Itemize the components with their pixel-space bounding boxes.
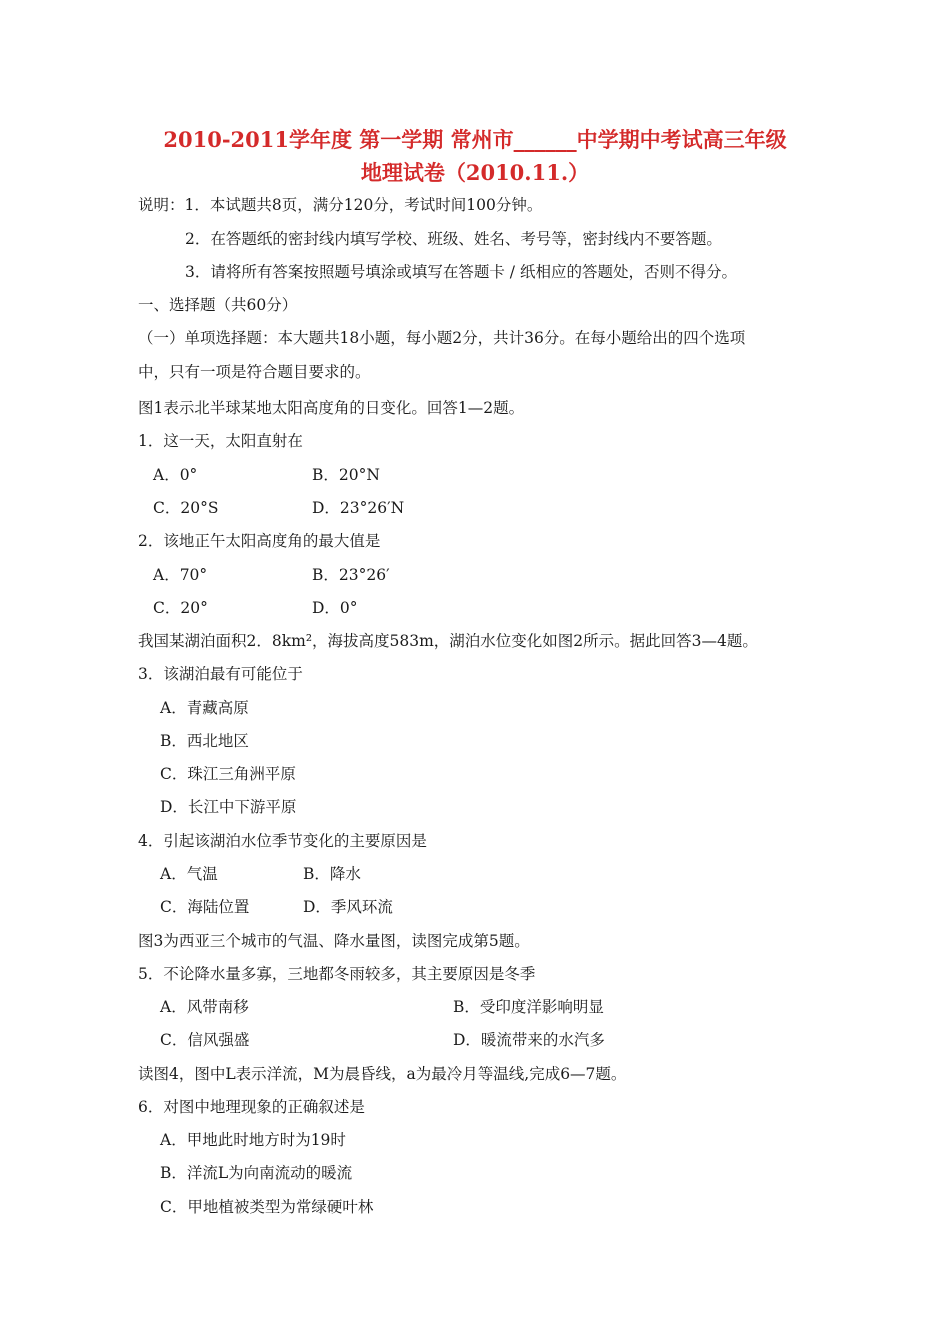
instruction-note-3: 3．请将所有答案按照题号填涂或填写在答题卡 / 纸相应的答题处，否则不得分。: [185, 263, 737, 281]
section-intro-line2: 中，只有一项是符合题目要求的。: [138, 363, 371, 381]
q3-option-d: D．长江中下游平原: [160, 798, 297, 816]
q5-option-c: C．信风强盛: [160, 1031, 250, 1049]
question-3: 3．该湖泊最有可能位于: [138, 665, 303, 683]
question-6: 6．对图中地理现象的正确叙述是: [138, 1098, 365, 1116]
q3-option-c: C．珠江三角洲平原: [160, 765, 296, 783]
instruction-note-2: 2．在答题纸的密封线内填写学校、班级、姓名、考号等，密封线内不要答题。: [185, 230, 722, 248]
q5-option-b: B．受印度洋影响明显: [453, 998, 604, 1016]
question-group-stem: 图3为西亚三个城市的气温、降水量图，读图完成第5题。: [138, 932, 530, 950]
q1-option-d: D．23°26′N: [312, 499, 405, 517]
q2-option-c: C．20°: [153, 599, 208, 617]
question-4: 4．引起该湖泊水位季节变化的主要原因是: [138, 832, 427, 850]
question-2: 2．该地正午太阳高度角的最大值是: [138, 532, 381, 550]
question-group-stem: 图1表示北半球某地太阳高度角的日变化。回答1—2题。: [138, 399, 525, 417]
question-1: 1．这一天，太阳直射在: [138, 432, 303, 450]
q6-option-a: A．甲地此时地方时为19时: [160, 1131, 346, 1149]
q6-option-c: C．甲地植被类型为常绿硬叶林: [160, 1198, 374, 1216]
q2-option-a: A．70°: [153, 566, 208, 584]
q3-option-b: B．西北地区: [160, 732, 249, 750]
q5-option-d: D．暖流带来的水汽多: [453, 1031, 605, 1049]
q3-option-a: A．青藏高原: [160, 699, 249, 717]
q1-option-c: C．20°S: [153, 499, 219, 517]
q4-option-d: D．季风环流: [303, 898, 393, 916]
section-intro-line1: （一）单项选择题：本大题共18小题，每小题2分，共计36分。在每小题给出的四个选项: [138, 329, 746, 347]
question-5: 5．不论降水量多寡，三地都冬雨较多，其主要原因是冬季: [138, 965, 536, 983]
q5-option-a: A．风带南移: [160, 998, 249, 1016]
instruction-note-1: 说明：1．本试题共8页，满分120分，考试时间100分钟。: [138, 196, 543, 214]
section-heading: 一、选择题（共60分）: [138, 296, 298, 314]
q1-option-b: B．20°N: [312, 466, 380, 484]
q4-option-c: C．海陆位置: [160, 898, 250, 916]
q4-option-b: B．降水: [303, 865, 361, 883]
question-group-stem: 我国某湖泊面积2．8km²，海拔高度583m，湖泊水位变化如图2所示。据此回答3—4题。: [138, 632, 758, 650]
exam-title-line1: 2010-2011学年度 第一学期 常州市______中学期中考试高三年级: [163, 127, 787, 152]
question-group-stem: 读图4，图中L表示洋流，M为晨昏线，a为最冷月等温线,完成6—7题。: [138, 1065, 627, 1083]
q4-option-a: A．气温: [160, 865, 218, 883]
q2-option-b: B．23°26′: [312, 566, 390, 584]
exam-title-line2: 地理试卷（2010.11.）: [360, 160, 590, 185]
q1-option-a: A．0°: [153, 466, 198, 484]
q6-option-b: B．洋流L为向南流动的暖流: [160, 1164, 353, 1182]
q2-option-d: D．0°: [312, 599, 358, 617]
